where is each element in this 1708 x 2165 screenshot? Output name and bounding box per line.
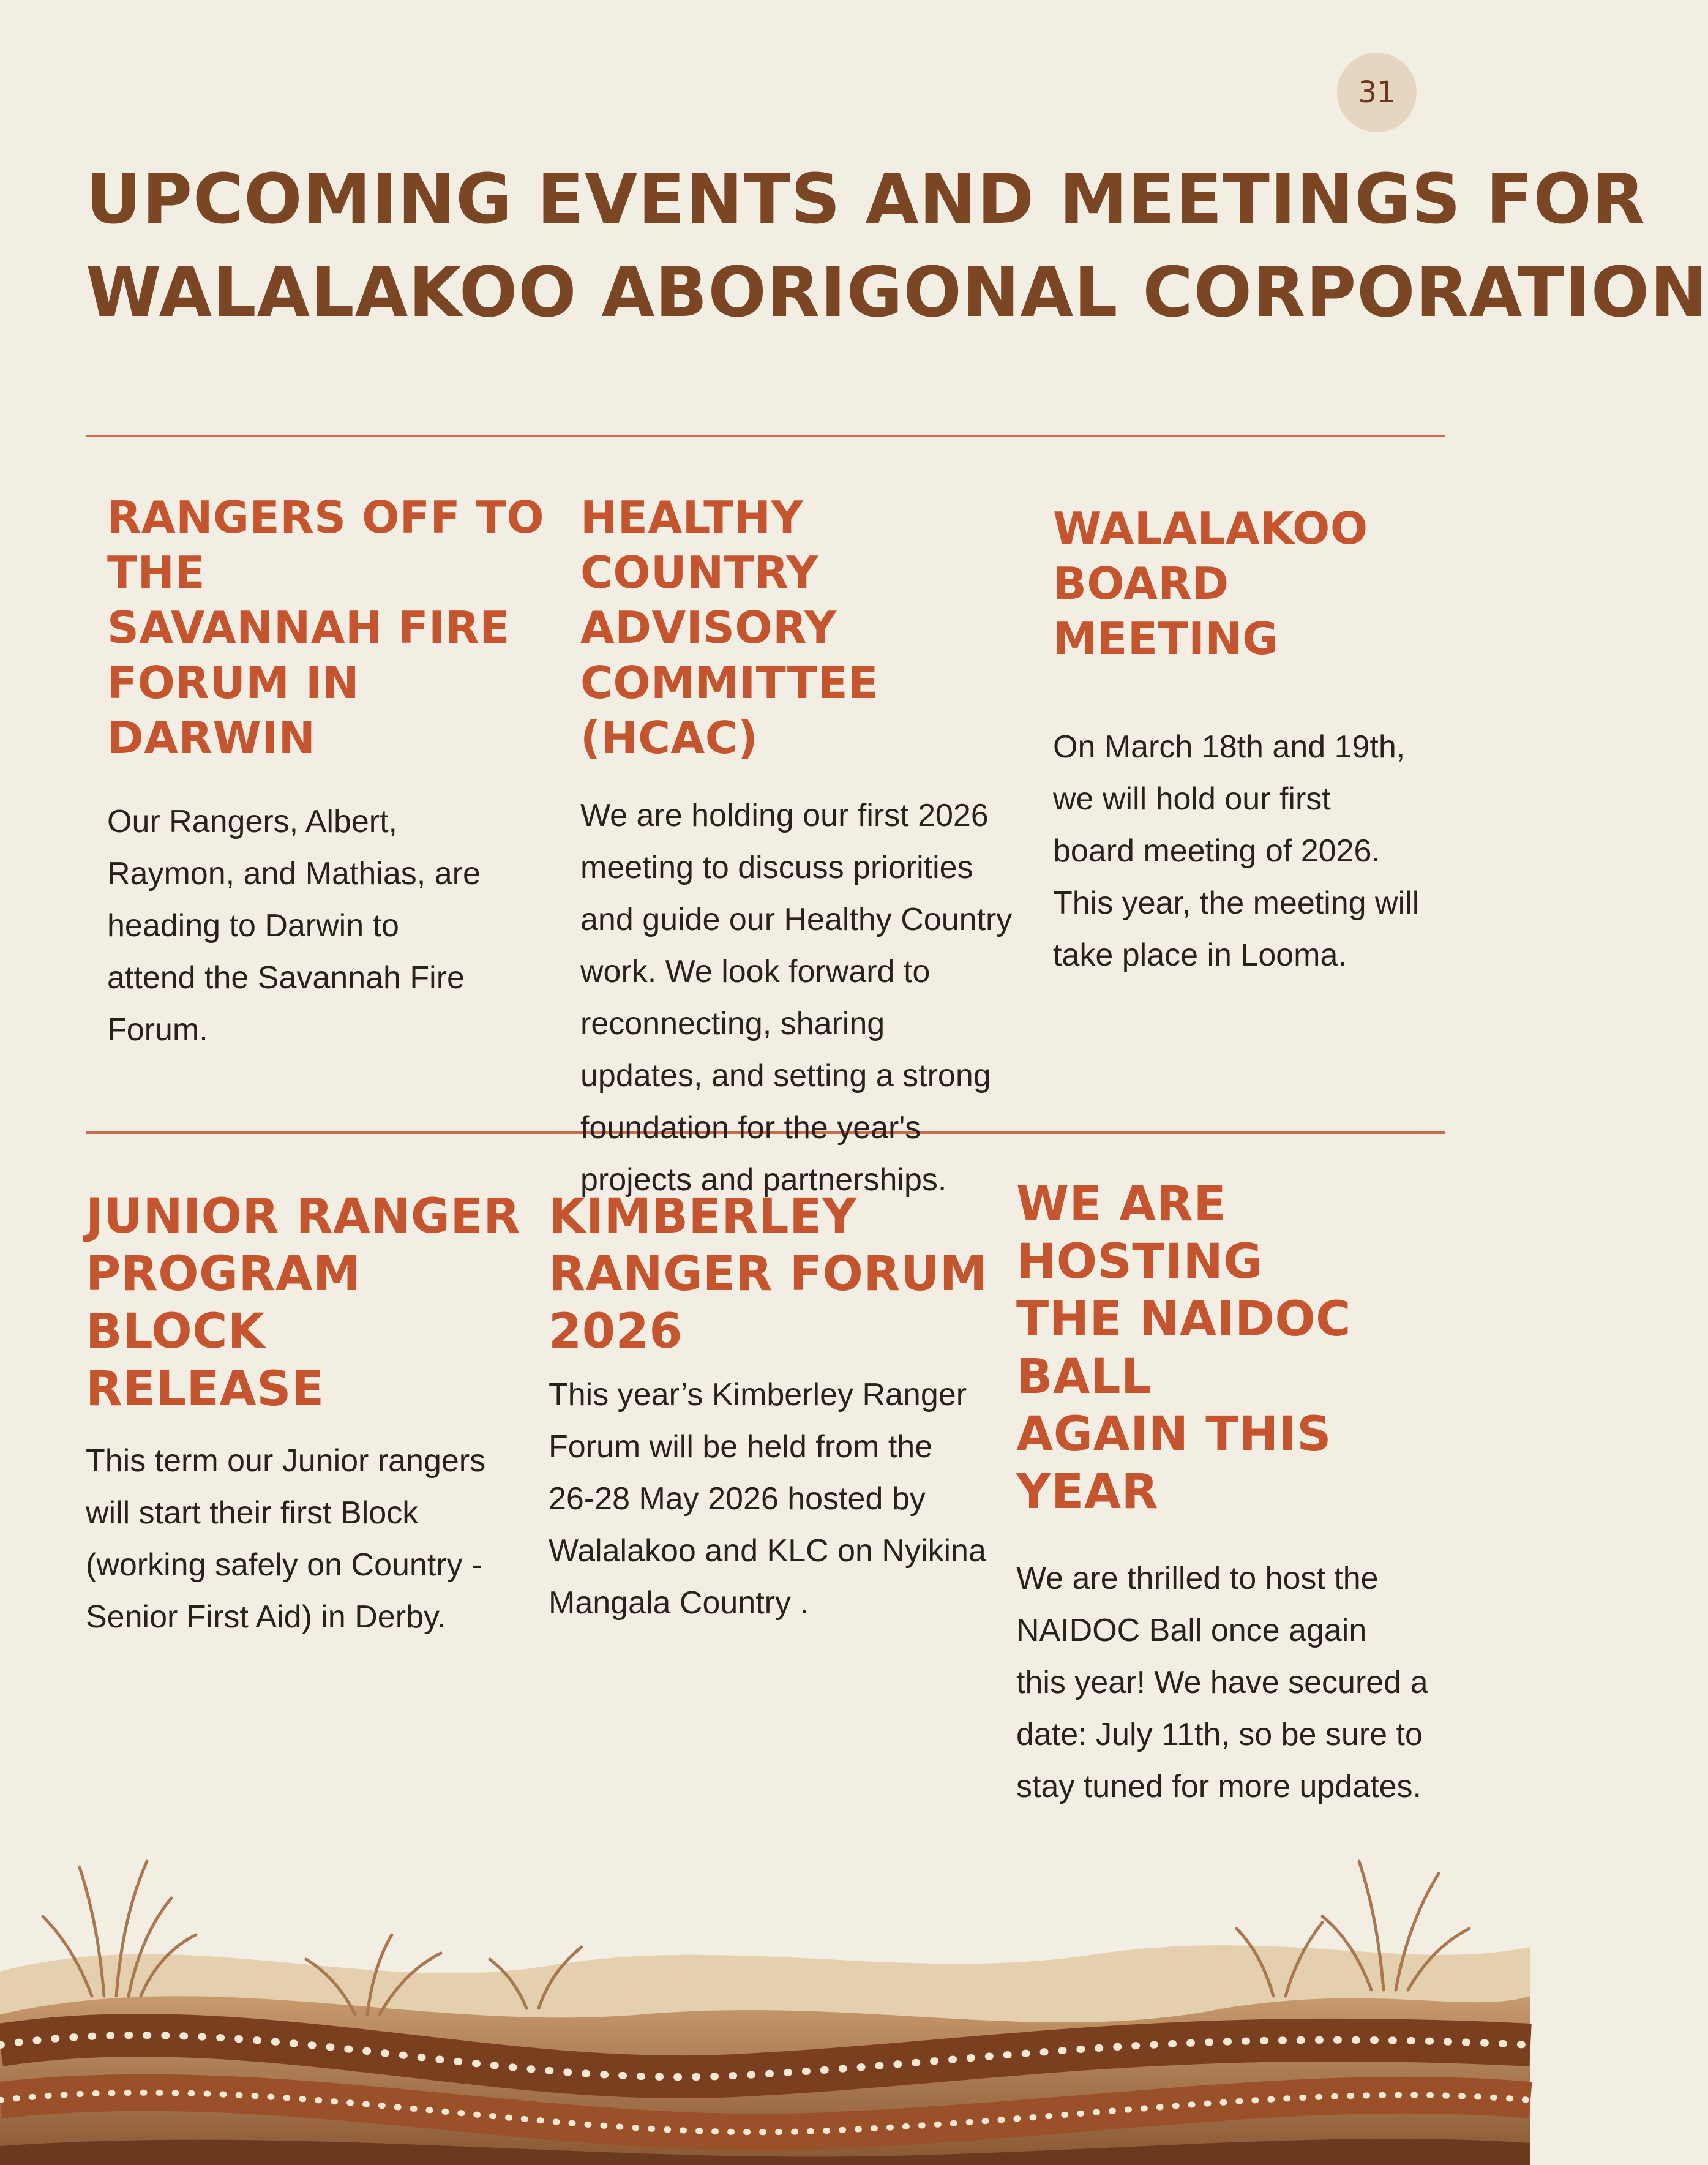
- event-body-line: Forum.: [107, 1012, 208, 1048]
- event-body-line: board meeting of 2026.: [1053, 833, 1380, 869]
- event-body-line: Senior First Aid) in Derby.: [86, 1599, 446, 1635]
- event-title-line: RANGER FORUM: [549, 1247, 987, 1302]
- event-junior-ranger: [86, 1188, 526, 1643]
- top-divider: [86, 435, 1445, 437]
- page-title-line: UPCOMING EVENTS AND MEETINGS FOR: [86, 160, 1646, 239]
- landscape-illustration: [0, 1812, 1530, 2165]
- event-title-line: FORUM IN DARWIN: [107, 657, 360, 764]
- event-body: [86, 1435, 526, 1643]
- event-body-line: 26-28 May 2026 hosted by: [549, 1481, 926, 1517]
- event-body-line: reconnecting, sharing: [580, 1006, 885, 1041]
- event-body-line: Walalakoo and KLC on Nyikina: [549, 1533, 986, 1569]
- page-number-badge: 31: [1337, 53, 1417, 132]
- event-body: [580, 790, 1033, 1206]
- event-body-line: This year, the meeting will: [1053, 885, 1420, 921]
- event-body-line: we will hold our first: [1053, 781, 1331, 817]
- event-body-line: and guide our Healthy Country: [580, 902, 1013, 937]
- event-title-line: COMMITTEE (HCAC): [580, 657, 878, 764]
- event-title-line: PROGRAM BLOCK: [86, 1247, 361, 1359]
- event-body-line: heading to Darwin to: [107, 908, 399, 944]
- event-body-line: We are holding our first 2026: [580, 798, 989, 833]
- event-title-line: RANGERS OFF TO THE: [107, 492, 545, 598]
- event-title-line: JUNIOR RANGER: [86, 1189, 520, 1244]
- event-body-line: Raymon, and Mathias, are: [107, 856, 481, 891]
- event-title-line: WE ARE HOSTING: [1016, 1177, 1263, 1289]
- event-naidoc-ball: [1016, 1176, 1457, 1813]
- event-title: [580, 490, 1033, 765]
- event-title-line: AGAIN THIS YEAR: [1016, 1407, 1332, 1520]
- event-title-line: KIMBERLEY: [549, 1189, 857, 1244]
- event-title-line: MEETING: [1053, 613, 1279, 664]
- event-body-line: this year! We have secured a: [1016, 1665, 1428, 1700]
- event-body: [549, 1369, 1002, 1629]
- event-body: [1053, 721, 1457, 981]
- page-title-line: WALALAKOO ABORIGONAL CORPORATION: [86, 253, 1708, 332]
- event-title-line: THE NAIDOC BALL: [1016, 1292, 1351, 1405]
- event-body-line: Forum will be held from the: [549, 1429, 933, 1465]
- event-body-line: (working safely on Country -: [86, 1547, 482, 1583]
- event-body: [1016, 1553, 1457, 1813]
- event-board-meeting: [1053, 501, 1457, 981]
- event-title: [549, 1188, 1002, 1360]
- event-title: [1053, 501, 1457, 666]
- event-body-line: projects and partnerships.: [580, 1162, 947, 1198]
- event-body-line: Mangala Country .: [549, 1585, 809, 1621]
- event-title-line: ADVISORY: [580, 602, 837, 653]
- event-body-line: This term our Junior rangers: [86, 1443, 486, 1479]
- event-hcac: [580, 490, 1033, 1206]
- event-body-line: We are thrilled to host the: [1016, 1561, 1379, 1596]
- event-body-line: updates, and setting a strong: [580, 1058, 991, 1094]
- event-title: [107, 490, 548, 765]
- event-title: [1016, 1176, 1457, 1521]
- event-body-line: foundation for the year's: [580, 1110, 921, 1146]
- event-title-line: 2026: [549, 1304, 683, 1359]
- event-body-line: stay tuned for more updates.: [1016, 1769, 1421, 1804]
- event-title-line: HEALTHY COUNTRY: [580, 492, 819, 598]
- event-kimberley-ranger-forum: [549, 1188, 1002, 1629]
- event-body-line: NAIDOC Ball once again: [1016, 1613, 1367, 1648]
- event-body-line: will start their first Block: [86, 1495, 419, 1531]
- event-body-line: date: July 11th, so be sure to: [1016, 1717, 1423, 1752]
- event-body-line: attend the Savannah Fire: [107, 960, 465, 996]
- event-body: [107, 796, 548, 1056]
- event-body-line: On March 18th and 19th,: [1053, 729, 1406, 765]
- event-title: [86, 1188, 526, 1418]
- page-title: [86, 153, 1708, 339]
- event-body-line: take place in Looma.: [1053, 937, 1347, 973]
- event-body-line: meeting to discuss priorities: [580, 850, 973, 885]
- event-title-line: RELEASE: [86, 1362, 324, 1417]
- event-body-line: This year’s Kimberley Ranger: [549, 1377, 967, 1413]
- event-rangers-savannah-fire: [107, 490, 548, 1056]
- event-title-line: WALALAKOO BOARD: [1053, 503, 1368, 609]
- event-body-line: work. We look forward to: [580, 954, 931, 989]
- event-title-line: SAVANNAH FIRE: [107, 602, 510, 653]
- event-body-line: Our Rangers, Albert,: [107, 804, 397, 839]
